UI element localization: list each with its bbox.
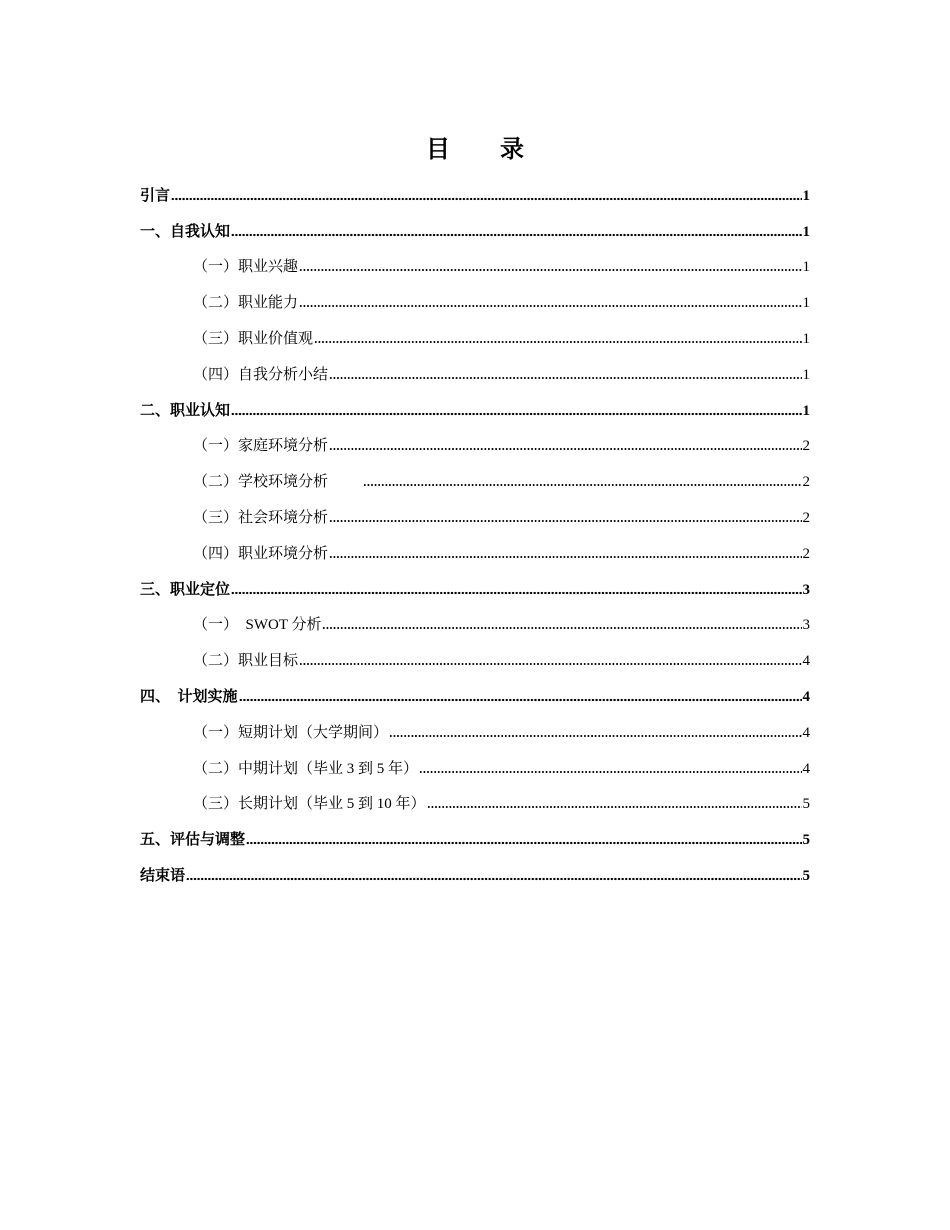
toc-dot-leader	[314, 340, 801, 344]
toc-page-number: 5	[802, 832, 810, 849]
toc-entry-label: 引言	[140, 187, 171, 204]
toc-entry-introduction[interactable]	[140, 171, 810, 207]
toc-entry-short-term-plan[interactable]	[140, 708, 810, 744]
toc-entry-long-term-plan[interactable]	[140, 780, 810, 816]
toc-dot-leader	[322, 626, 801, 630]
toc-entry-social-environment[interactable]	[140, 493, 810, 529]
toc-dot-leader	[389, 734, 801, 738]
toc-entry-school-environment[interactable]	[140, 457, 810, 493]
toc-entry-label: （一）家庭环境分析	[193, 438, 329, 455]
toc-dot-leader	[239, 698, 802, 702]
toc-page-number: 2	[802, 474, 810, 491]
toc-dot-leader	[329, 519, 801, 523]
toc-entry-label: （三）职业价值观	[193, 330, 314, 347]
toc-entry-label: 一、自我认知	[140, 223, 231, 240]
toc-page-number: 1	[802, 402, 810, 419]
toc-page-number: 1	[802, 187, 810, 204]
toc-entry-label: （四）自我分析小结	[193, 366, 329, 383]
toc-entry-label: （三）社会环境分析	[193, 509, 329, 526]
toc-entry-evaluation-adjustment[interactable]	[140, 815, 810, 851]
toc-dot-leader	[171, 197, 801, 201]
toc-dot-leader	[363, 483, 801, 487]
toc-entry-mid-term-plan[interactable]	[140, 744, 810, 780]
toc-page-number: 1	[802, 259, 810, 276]
toc-entry-label: 结束语	[140, 867, 186, 884]
toc-page-number: 5	[802, 796, 810, 813]
toc-page-number: 3	[802, 617, 810, 634]
toc-page-number: 1	[802, 295, 810, 312]
toc-entry-label: （二）学校环境分析	[193, 474, 329, 491]
toc-dot-leader	[299, 268, 801, 272]
toc-entry-self-awareness[interactable]	[140, 207, 810, 243]
table-of-contents	[140, 171, 810, 887]
toc-entry-label: 三、职业定位	[140, 581, 231, 598]
toc-dot-leader	[419, 770, 801, 774]
toc-page-number: 1	[802, 330, 810, 347]
toc-entry-career-positioning[interactable]	[140, 565, 810, 601]
toc-page-number: 4	[802, 760, 810, 777]
toc-dot-leader	[231, 412, 801, 416]
toc-page-number: 1	[802, 366, 810, 383]
toc-entry-family-environment[interactable]	[140, 422, 810, 458]
toc-entry-career-values[interactable]	[140, 314, 810, 350]
toc-entry-career-ability[interactable]	[140, 278, 810, 314]
toc-page-number: 2	[802, 545, 810, 562]
toc-title: 目 录	[426, 137, 546, 163]
toc-page-number: 3	[802, 581, 810, 598]
toc-entry-label: （二）中期计划（毕业 3 到 5 年）	[193, 760, 419, 777]
toc-dot-leader	[299, 662, 801, 666]
toc-entry-label: （二）职业能力	[193, 295, 299, 312]
toc-page-number: 1	[802, 223, 810, 240]
toc-dot-leader	[186, 877, 801, 881]
toc-dot-leader	[231, 591, 801, 595]
toc-page-number: 4	[802, 724, 810, 741]
toc-entry-label: （四）职业环境分析	[193, 545, 329, 562]
toc-entry-conclusion[interactable]	[140, 851, 810, 887]
toc-entry-label: （一） SWOT 分析	[193, 617, 322, 634]
toc-page-number: 5	[802, 867, 810, 884]
toc-dot-leader	[246, 841, 801, 845]
toc-dot-leader	[231, 233, 801, 237]
toc-entry-career-interest[interactable]	[140, 243, 810, 279]
toc-entry-label: 五、评估与调整	[140, 832, 246, 849]
toc-dot-leader	[329, 555, 801, 559]
toc-page-number: 2	[802, 438, 810, 455]
toc-entry-career-goal[interactable]	[140, 636, 810, 672]
toc-entry-plan-implementation[interactable]	[140, 672, 810, 708]
toc-dot-leader	[299, 304, 801, 308]
toc-entry-label: 二、职业认知	[140, 402, 231, 419]
toc-entry-label: （三）长期计划（毕业 5 到 10 年）	[193, 796, 426, 813]
toc-dot-leader	[329, 447, 801, 451]
toc-entry-label: 四、 计划实施	[140, 688, 238, 705]
toc-entry-swot-analysis[interactable]	[140, 601, 810, 637]
toc-page-number: 4	[802, 653, 810, 670]
toc-entry-label: （一）职业兴趣	[193, 259, 299, 276]
toc-dot-leader	[427, 805, 802, 809]
toc-entry-label: （二）职业目标	[193, 653, 299, 670]
toc-entry-self-analysis-summary[interactable]	[140, 350, 810, 386]
toc-page-number: 2	[802, 509, 810, 526]
toc-dot-leader	[329, 376, 801, 380]
toc-entry-career-environment[interactable]	[140, 529, 810, 565]
toc-entry-career-awareness[interactable]	[140, 386, 810, 422]
toc-entry-label: （一）短期计划（大学期间）	[193, 724, 389, 741]
toc-page-number: 4	[802, 688, 810, 705]
